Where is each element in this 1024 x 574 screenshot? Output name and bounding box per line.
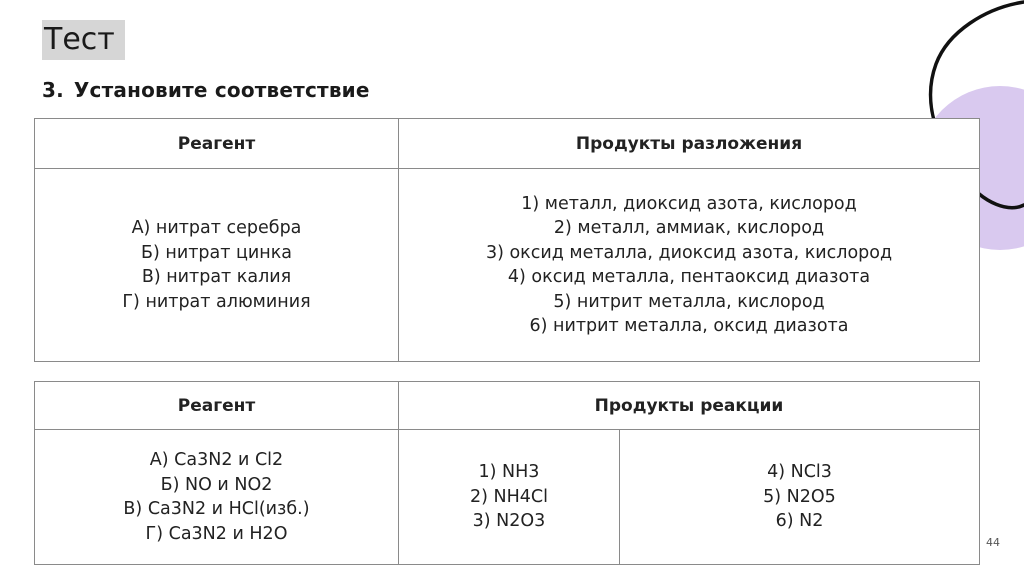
table-row bbox=[35, 169, 980, 362]
page-number: 44 bbox=[986, 536, 1000, 549]
table-header-row bbox=[35, 119, 980, 169]
product-item: 6) нитрит металла, оксид диазота bbox=[529, 316, 849, 336]
reagents-cell bbox=[35, 169, 399, 362]
reaction-table bbox=[34, 381, 980, 565]
product-item: 3) N2O3 bbox=[472, 511, 546, 532]
reagent-item: Г) Ca3N2 и H2O bbox=[145, 523, 288, 544]
task-heading bbox=[42, 78, 370, 102]
product-item: 2) металл, аммиак, кислород bbox=[553, 218, 825, 238]
reagents-cell bbox=[35, 430, 399, 565]
product-item: 1) металл, диоксид азота, кислород bbox=[521, 193, 857, 214]
decomposition-table bbox=[34, 118, 980, 362]
reagent-item: Г) нитрат алюминия bbox=[122, 291, 311, 312]
header-reagent: Реагент bbox=[35, 382, 399, 430]
reagent-item: В) нитрат калия bbox=[141, 267, 292, 287]
product-item: 6) N2 bbox=[775, 511, 824, 532]
product-item: 5) нитрит металла, кислород bbox=[553, 291, 825, 312]
header-products: Продукты реакции bbox=[399, 382, 980, 430]
reagent-item: А) Ca3N2 и Cl2 bbox=[149, 450, 284, 470]
products-right-cell bbox=[620, 430, 980, 565]
task-number: 3. bbox=[42, 78, 64, 102]
product-item: 4) оксид металла, пентаоксид диазота bbox=[507, 267, 871, 287]
product-item: 1) NH3 bbox=[478, 462, 540, 483]
table-row bbox=[35, 430, 980, 565]
product-item: 3) оксид металла, диоксид азота, кислород bbox=[485, 242, 893, 263]
page-title: Тест bbox=[42, 20, 125, 60]
product-item: 2) NH4Cl bbox=[470, 486, 548, 507]
table-header-row bbox=[35, 382, 980, 430]
reagent-item: В) Ca3N2 и HCl(изб.) bbox=[123, 499, 310, 519]
products-left-cell bbox=[399, 430, 620, 565]
product-item: 5) N2O5 bbox=[763, 486, 836, 507]
reagent-item: Б) NO и NO2 bbox=[160, 474, 273, 495]
task-text: Установите соответствие bbox=[73, 78, 370, 102]
header-reagent: Реагент bbox=[35, 119, 399, 169]
reagent-item: Б) нитрат цинка bbox=[140, 242, 292, 263]
product-item: 4) NCl3 bbox=[767, 462, 832, 483]
header-products: Продукты разложения bbox=[399, 119, 980, 169]
reagent-item: А) нитрат серебра bbox=[131, 218, 302, 238]
products-cell bbox=[399, 169, 980, 362]
